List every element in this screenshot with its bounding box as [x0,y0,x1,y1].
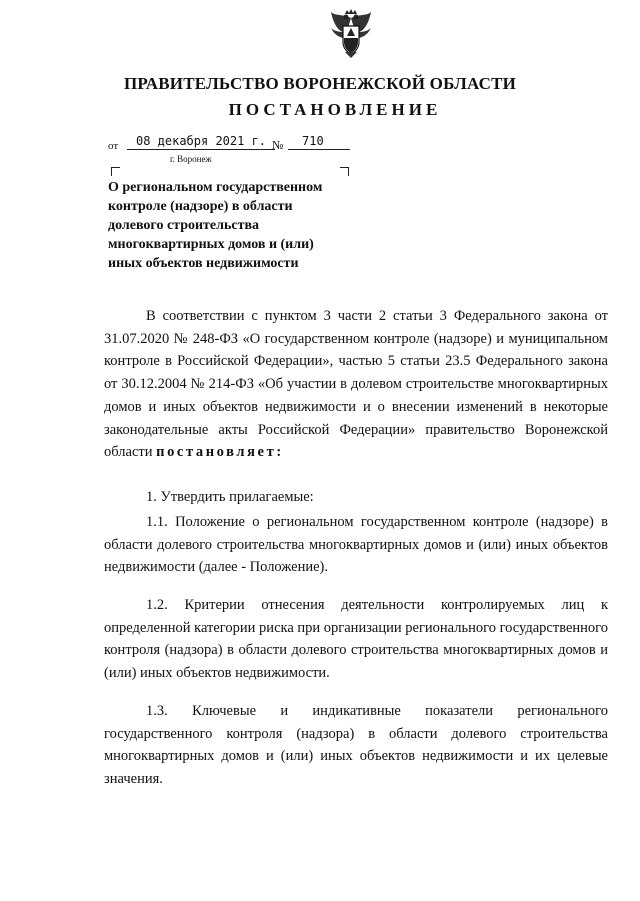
document-subject: О региональном государственном контроле (надзоре) в области долевого строительства многоквартирных домов и (или) иных объектов недвижимости [108,180,323,271]
item-1-3: 1.3. Ключевые и индикативные показатели регионального государственного контроля (надзора) в области долевого строительства многоквартирных домов и (или) иных объектов недвижимости и их целевые значения. [104,703,608,788]
item-1-2: 1.2. Критерии отнесения деятельности контролируемых лиц к определенной категории риска при организации регионального государственного контроля (надзора) в области долевого строительства многоквартирных домов и (или) иных объектов недвижимости. [104,597,608,682]
document-type: ПОСТАНОВЛЕНИЕ [228,100,442,119]
government-title: ПРАВИТЕЛЬСТВО ВОРОНЕЖСКОЙ ОБЛАСТИ [123,74,517,93]
document-number: 710 [288,134,350,150]
item-1: 1. Утвердить прилагаемые: [146,489,314,505]
document-date: 08 декабря 2021 г. [127,134,275,150]
city-label: г. Воронеж [170,154,212,164]
corner-mark-right [340,167,349,176]
preamble-paragraph [104,305,608,464]
decree-word: постановляет: [156,444,284,461]
from-label: от [108,140,119,152]
number-sign: № [272,138,284,152]
date-number-line [108,134,368,154]
item-1-1: 1.1. Положение о региональном государственном контроле (надзоре) в области долевого строительства многоквартирных домов и (или) иных объектов недвижимости (далее - Положение). [104,514,608,576]
coat-of-arms-icon [329,8,373,60]
preamble-text: В соответствии с пунктом 3 части 2 статьи 3 Федерального закона от 31.07.2020 № 248-ФЗ «О государственном контроле (надзоре) и муниципальном контроле в Российской Федерации», частью 5 статьи 23.5 Федерального закона от 30.12.2004 № 214-ФЗ «Об участии в долевом строительстве многоквартирных домов и иных объектов недвижимости и о внесении изменений в некоторые законодательные акты Российской Федерации» правительство Воронежской области [104,308,608,461]
corner-mark-left [111,167,120,176]
